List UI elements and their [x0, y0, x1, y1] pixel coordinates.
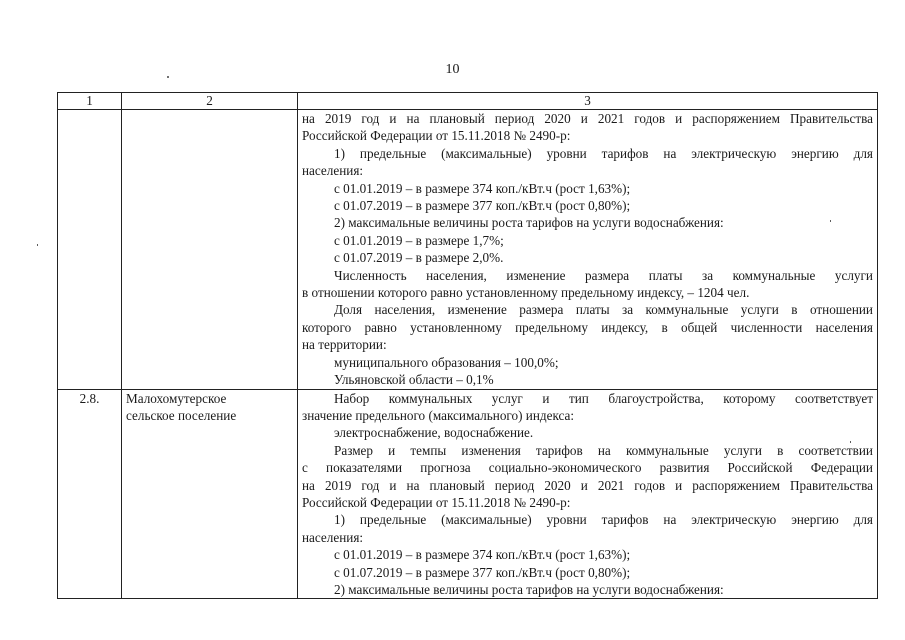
scan-speck — [37, 244, 38, 246]
description-line: Доля населения, изменение размера платы за коммунальные услуги в отношении — [334, 302, 873, 318]
column-header-1: 1 — [58, 93, 122, 110]
description-line: которого равно установленному предельному индексу, в общей численности населения — [302, 319, 873, 335]
description-line: на 2019 год и на плановый период 2020 и 2021 годов и распоряжением Правительства — [302, 111, 873, 126]
column-header-3: 3 — [298, 93, 878, 110]
description-line: с 01.07.2019 – в размере 377 коп./кВт.ч (рост 0,80%); — [334, 198, 631, 214]
scan-speck — [167, 76, 169, 78]
description-line: с 01.01.2019 – в размере 1,7%; — [334, 232, 504, 248]
description-line: с показателями прогноза социально-экономического развития Российской Федерации — [302, 460, 873, 476]
municipality-name-line: Малохомутерское — [126, 390, 227, 406]
description-line: населения: — [302, 163, 364, 179]
description-cell — [298, 389, 878, 599]
description-line: в отношении которого равно установленному предельному индексу, – 1204 чел. — [302, 285, 750, 301]
description-line: Ульяновской области – 0,1% — [334, 372, 494, 388]
description-line: 1) предельные (максимальные) уровни тарифов на электрическую энергию для — [334, 512, 873, 528]
description-line: 2) максимальные величины роста тарифов на услуги водоснабжения: — [334, 581, 724, 597]
row-number-cell — [58, 110, 122, 390]
description-line: на 2019 год и на плановый период 2020 и 2021 годов и распоряжением Правительства — [302, 477, 873, 493]
table-row — [58, 389, 878, 599]
description-line: 1) предельные (максимальные) уровни тарифов на электрическую энергию для — [334, 145, 873, 161]
description-line: с 01.07.2019 – в размере 377 коп./кВт.ч (рост 0,80%); — [334, 564, 631, 580]
municipality-name-cell — [122, 110, 298, 390]
column-header-2: 2 — [122, 93, 298, 110]
description-line: Размер и темпы изменения тарифов на коммунальные услуги в соответствии — [334, 442, 873, 458]
table-row — [58, 110, 878, 390]
description-line: электроснабжение, водоснабжение. — [334, 425, 534, 441]
description-line: Набор коммунальных услуг и тип благоустройства, которому соответствует — [334, 390, 873, 406]
description-line: с 01.01.2019 – в размере 374 коп./кВт.ч (рост 1,63%); — [334, 547, 631, 563]
description-line: с 01.07.2019 – в размере 2,0%. — [334, 250, 504, 266]
description-line: муниципального образования – 100,0%; — [334, 354, 559, 370]
description-line: населения: — [302, 529, 364, 545]
description-line: Численность населения, изменение размера платы за коммунальные услуги — [334, 267, 873, 283]
page-number: 10 — [445, 62, 460, 77]
municipality-name-line: сельское поселение — [126, 407, 237, 423]
tariff-table — [57, 92, 878, 599]
description-line: на территории: — [302, 337, 387, 353]
description-line: Российской Федерации от 15.11.2018 № 2490-р: — [302, 128, 571, 144]
table-header-row — [58, 93, 878, 110]
row-number-cell: 2.8. — [58, 389, 122, 599]
description-line: Российской Федерации от 15.11.2018 № 2490-р: — [302, 494, 571, 510]
description-cell — [298, 110, 878, 390]
municipality-name-cell — [122, 389, 298, 599]
description-line: значение предельного (максимального) индекса: — [302, 407, 575, 423]
description-line: 2) максимальные величины роста тарифов на услуги водоснабжения: — [334, 215, 724, 231]
description-line: с 01.01.2019 – в размере 374 коп./кВт.ч (рост 1,63%); — [334, 180, 631, 196]
